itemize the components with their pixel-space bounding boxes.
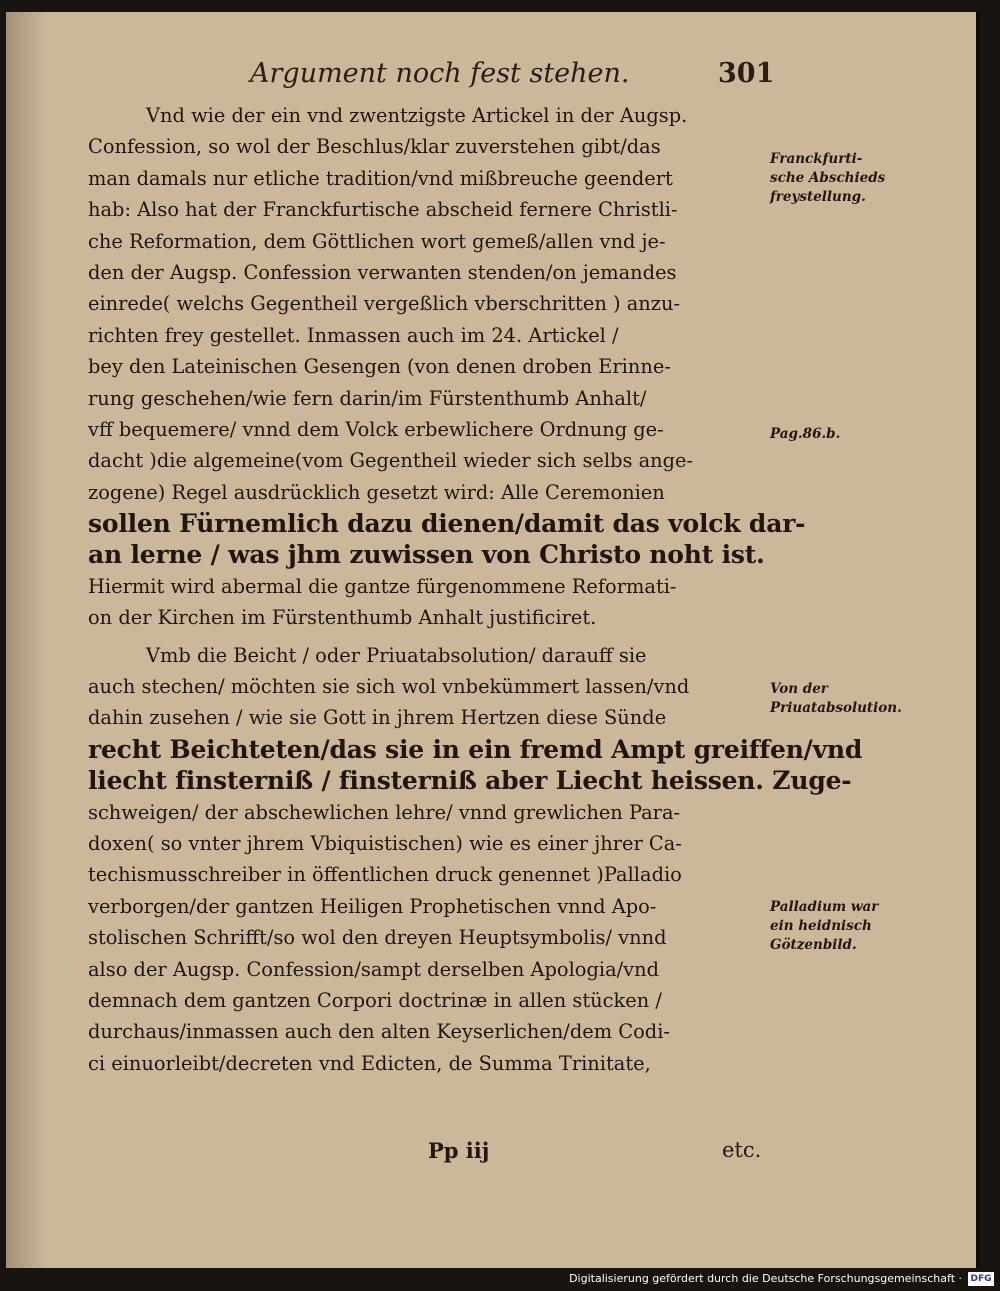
page-gutter-shadow: [6, 12, 46, 1268]
text-line: verborgen/der gantzen Heiligen Prophetischen vnnd Apo-: [88, 894, 657, 918]
text-line: hab: Also hat der Franckfurtische abscheid fernere Christli-: [88, 198, 678, 222]
text-line: techismusschreiber in öffentlichen druck genennet )Palladio: [88, 863, 682, 887]
text-line: demnach dem gantzen Corpori doctrinæ in allen stücken /: [88, 988, 662, 1012]
margin-note-frankfurt: Franckfurti-sche Abschieds freystellung.: [770, 151, 886, 205]
dfg-logo: DFG: [968, 1272, 994, 1286]
text-line: on der Kirchen im Fürstenthumb Anhalt justificiret.: [88, 606, 597, 630]
text-line: Hiermit wird abermal die gantze fürgenommene Reformati-: [88, 574, 677, 598]
text-line: stolischen Schrifft/so wol den dreyen Heuptsymbolis/ vnnd: [88, 926, 667, 950]
digitization-credit: Digitalisierung gefördert durch die Deutsche Forschungsgemeinschaft ·: [569, 1272, 962, 1285]
margin-note-page-ref: Pag.86.b.: [770, 426, 841, 442]
text-line: ci einuorleibt/decreten vnd Edicten, de Summa Trinitate,: [88, 1051, 651, 1075]
running-title: Argument noch fest stehen.: [250, 58, 630, 89]
text-line: durchaus/inmassen auch den alten Keyserlichen/dem Codi-: [88, 1020, 670, 1044]
text-line: schweigen/ der abschewlichen lehre/ vnnd grewlichen Para-: [88, 800, 681, 824]
text-line: liecht finsterniß / finsterniß aber Liecht heissen. Zuge-: [88, 766, 852, 796]
text-line: Confession, so wol der Beschlus/klar zuverstehen gibt/das: [88, 135, 661, 159]
text-line: doxen( so vnter jhrem Vbiquistischen) wie es einer jhrer Ca-: [88, 831, 682, 855]
text-line: richten frey gestellet. Inmassen auch im 24. Artickel /: [88, 323, 619, 347]
margin-note-absolution: Von der Priuatabsolution.: [770, 681, 902, 716]
margin-note-palladium: Palladium war ein heidnisch Götzenbild.: [770, 899, 879, 953]
text-line: man damals nur etliche tradition/vnd mißbreuche geendert: [88, 166, 673, 190]
text-line: Vmb die Beicht / oder Priuatabsolution/ darauff sie: [146, 643, 647, 667]
text-line: den der Augsp. Confession verwanten stenden/on jemandes: [88, 260, 677, 284]
text-line: bey den Lateinischen Gesengen (von denen droben Erinne-: [88, 355, 671, 379]
signature-mark: Pp iij: [428, 1138, 490, 1163]
text-line: einrede( welchs Gegentheil vergeßlich vberschritten ) anzu-: [88, 292, 681, 316]
page-number: 301: [718, 58, 775, 89]
text-line: vff bequemere/ vnnd dem Volck erbewlichere Ordnung ge-: [88, 417, 664, 441]
text-line: rung geschehen/wie fern darin/im Fürstenthumb Anhalt/: [88, 386, 647, 410]
catchword: etc.: [722, 1138, 762, 1162]
text-line: auch stechen/ möchten sie sich wol vnbekümmert lassen/vnd: [88, 675, 690, 699]
text-line: an lerne / was jhm zuwissen von Christo noht ist.: [88, 540, 765, 570]
text-line: dacht )die algemeine(vom Gegentheil wieder sich selbs ange-: [88, 449, 694, 473]
text-line: zogene) Regel ausdrücklich gesetzt wird: Alle Ceremonien: [88, 480, 665, 504]
text-line: che Reformation, dem Göttlichen wort gemeß/allen vnd je-: [88, 229, 666, 253]
text-line: dahin zusehen / wie sie Gott in jhrem Hertzen diese Sünde: [88, 706, 667, 730]
text-line: recht Beichteten/das sie in ein fremd Ampt greiffen/vnd: [88, 734, 863, 764]
text-line: Vnd wie der ein vnd zwentzigste Artickel in der Augsp.: [146, 104, 688, 127]
text-line: sollen Fürnemlich dazu dienen/damit das volck dar-: [88, 509, 806, 539]
text-line: also der Augsp. Confession/sampt derselben Apologia/vnd: [88, 957, 660, 981]
